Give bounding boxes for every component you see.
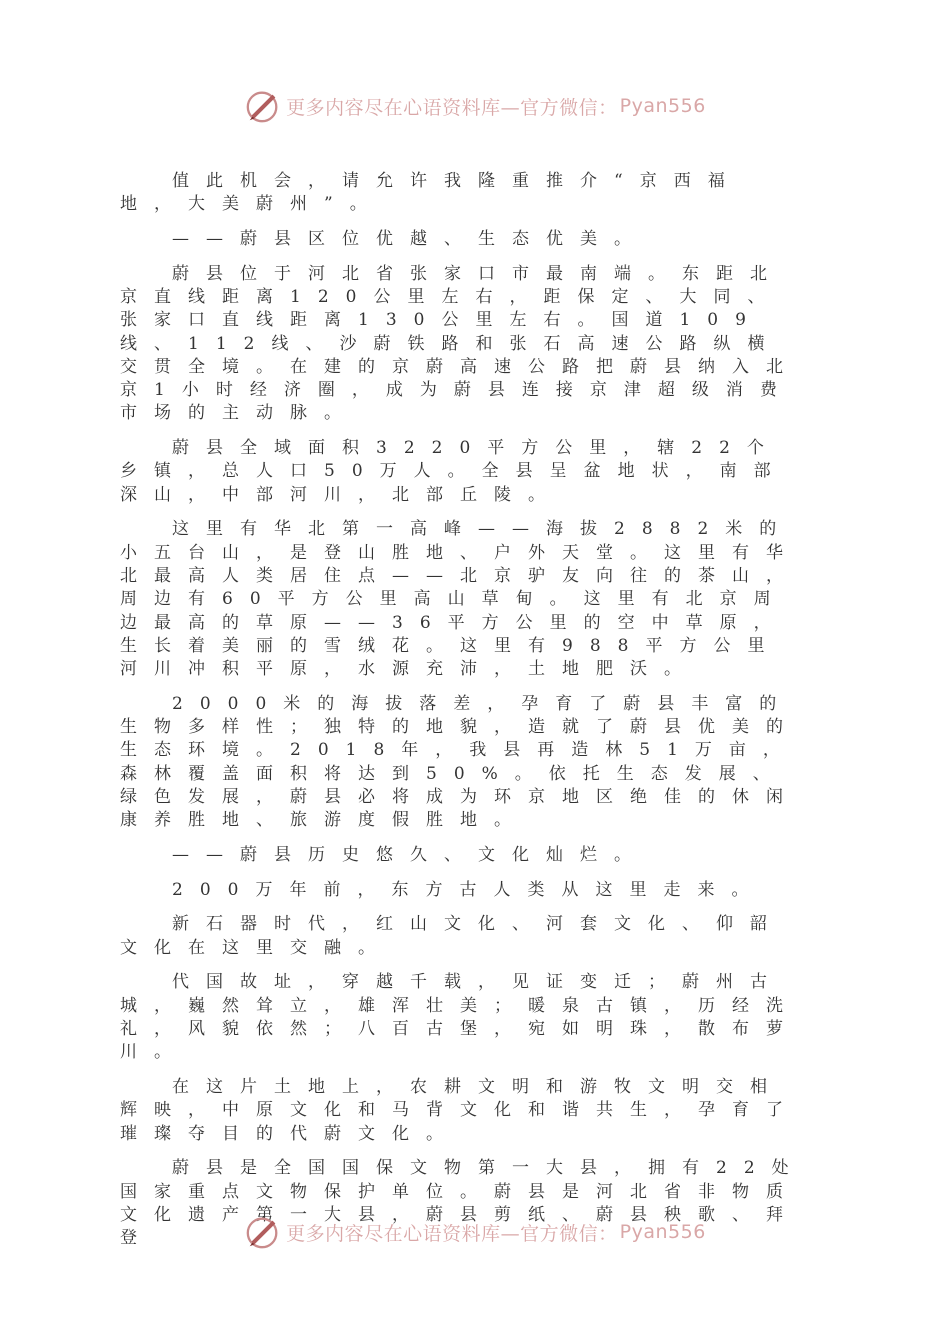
paragraph: 蔚县位于河北省张家口市最南端。东距北京直线距离120公里左右，距保定、大同、张家口直线距离130公里左右。国道109线、112线、沙蔚铁路和张石高速公路纵横交贯全境。在建的京蔚高速公路把蔚县纳入北京1小时经济圈，成为蔚县连接京津超级消费市场的主动脉。: [120, 263, 800, 424]
paragraph: 200万年前，东方古人类从这里走来。: [172, 879, 766, 900]
footer-watermark: [0, 1212, 950, 1252]
paragraph: 蔚县是全国国保文物第一大县，拥有22处国家重点文物保护单位。蔚县是河北省非物质文化遗产第一大县，蔚县剪纸、蔚县秧歌、拜登: [120, 1158, 806, 1249]
paragraph: 新石器时代，红山文化、河套文化、仰韶文化在这里交融。: [120, 914, 784, 958]
paragraph: 在这片土地上，农耕文明和游牧文明交相辉映，中原文化和马背文化和谐共生，孕育了璀璨夺目的代蔚文化。: [120, 1077, 800, 1144]
paragraph: 2000米的海拔落差，孕育了蔚县丰富的生物多样性；独特的地貌，造就了蔚县优美的生态环境。2018年，我县再造林51万亩，森林覆盖面积将达到50%。依托生态发展、绿色发展，蔚县必将成为环京地区绝佳的休闲康养胜地、旅游度假胜地。: [120, 693, 800, 831]
document-body: [120, 170, 806, 1262]
header-watermark: [0, 86, 950, 126]
pen-logo-icon: [244, 1213, 282, 1251]
section-heading: ——蔚县历史悠久、文化灿烂。: [172, 845, 648, 866]
watermark-text: 更多内容尽在心语资料库—官方微信：: [286, 96, 618, 119]
paragraph: 代国故址，穿越千载，见证变迁；蔚州古城，巍然耸立，雄浑壮美；暖泉古镇，历经洗礼，风貌依然；八百古堡，宛如明珠，散布萝川。: [120, 972, 800, 1063]
watermark-handle: Pyan556: [619, 1221, 706, 1243]
paragraph: 这里有华北第一高峰——海拔2882米的小五台山，是登山胜地、户外天堂。这里有华北最高人类居住点——北京驴友向往的茶山，周边有60平方公里高山草甸。这里有北京周边最高的草原——36平方公里的空中草原，生长着美丽的雪绒花。这里有988平方公里河川冲积平原，水源充沛，土地肥沃。: [120, 519, 800, 680]
watermark-handle: Pyan556: [619, 95, 706, 117]
paragraph: 值此机会，请允许我隆重推介“京西福地，大美蔚州”。: [120, 171, 742, 215]
pen-logo-icon: [244, 87, 282, 125]
watermark-text: 更多内容尽在心语资料库—官方微信：: [286, 1222, 618, 1245]
section-heading: ——蔚县区位优越、生态优美。: [172, 228, 648, 249]
paragraph: 蔚县全域面积3220平方公里，辖22个乡镇，总人口50万人。全县呈盆地状，南部深山，中部河川，北部丘陵。: [120, 438, 788, 505]
